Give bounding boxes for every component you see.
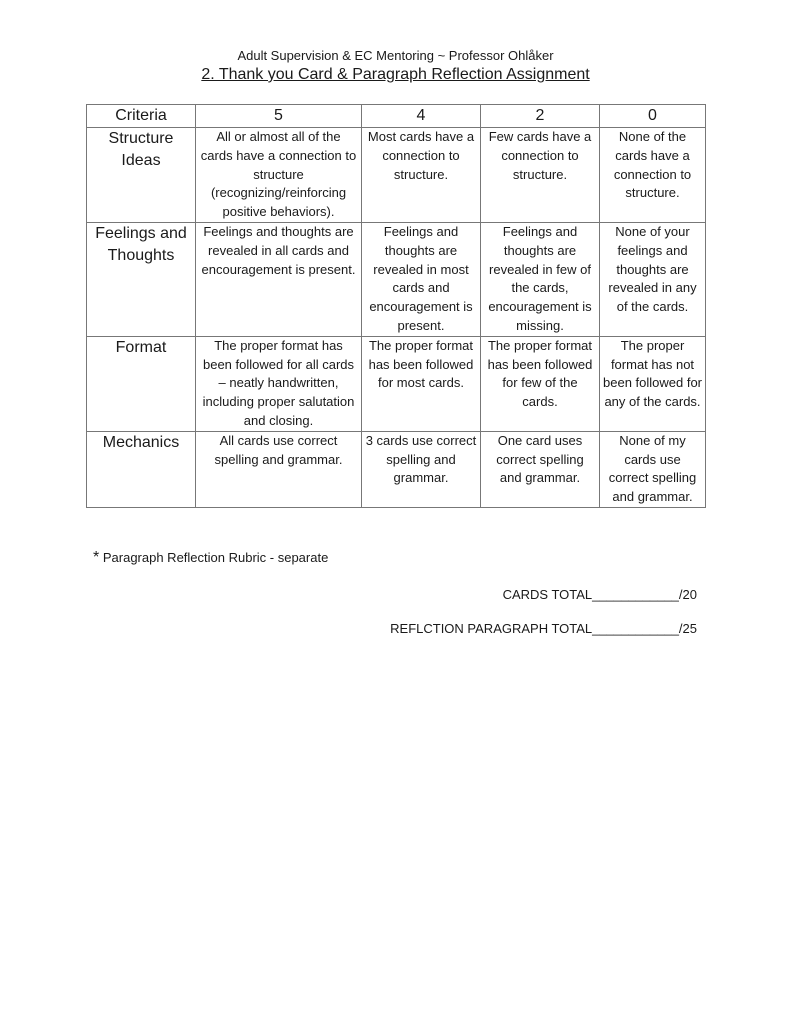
cards-total-line: CARDS TOTAL____________/20 <box>502 587 697 602</box>
rubric-cell: Feelings and thoughts are revealed in all cards and encouragement is present. <box>196 222 362 336</box>
header-score-5: 5 <box>196 105 362 128</box>
assignment-title-text: 2. Thank you Card & Paragraph Reflection Assignment <box>201 66 590 83</box>
rubric-cell: None of my cards use correct spelling and grammar. <box>600 431 706 507</box>
table-row <box>87 336 706 431</box>
rubric-cell: The proper format has been followed for all cards – neatly handwritten, including proper salutation and closing. <box>196 336 362 431</box>
header-score-2: 2 <box>481 105 600 128</box>
rubric-cell: None of your feelings and thoughts are revealed in any of the cards. <box>600 222 706 336</box>
rubric-cell: All or almost all of the cards have a connection to structure (recognizing/reinforcing positive behaviors). <box>196 128 362 223</box>
rubric-cell: None of the cards have a connection to structure. <box>600 128 706 223</box>
criteria-cell: Mechanics <box>87 431 196 507</box>
table-header-row <box>87 105 706 128</box>
header-criteria: Criteria <box>87 105 196 128</box>
rubric-cell: The proper format has been followed for few of the cards. <box>481 336 600 431</box>
rubric-cell: Few cards have a connection to structure. <box>481 128 600 223</box>
table-row <box>87 222 706 336</box>
assignment-title <box>0 66 791 84</box>
rubric-cell: The proper format has not been followed for any of the cards. <box>600 336 706 431</box>
criteria-cell: Feelings and Thoughts <box>87 222 196 336</box>
note-text: Paragraph Reflection Rubric - separate <box>102 550 329 565</box>
rubric-cell: Feelings and thoughts are revealed in most cards and encouragement is present. <box>362 222 481 336</box>
header-score-0: 0 <box>600 105 706 128</box>
rubric-cell: Feelings and thoughts are revealed in few of the cards, encouragement is missing. <box>481 222 600 336</box>
rubric-cell: All cards use correct spelling and grammar. <box>196 431 362 507</box>
rubric-cell: One card uses correct spelling and grammar. <box>481 431 600 507</box>
reflection-total-line: REFLCTION PARAGRAPH TOTAL____________/25 <box>390 621 697 636</box>
rubric-note <box>93 549 328 567</box>
table-row <box>87 128 706 223</box>
note-asterisk: * <box>93 549 100 566</box>
rubric-cell: 3 cards use correct spelling and grammar. <box>362 431 481 507</box>
course-subtitle: Adult Supervision & EC Mentoring ~ Professor Ohlåker <box>237 48 554 63</box>
rubric-cell: The proper format has been followed for most cards. <box>362 336 481 431</box>
rubric-cell: Most cards have a connection to structure. <box>362 128 481 223</box>
rubric-table <box>86 104 706 508</box>
criteria-cell: Format <box>87 336 196 431</box>
header-score-4: 4 <box>362 105 481 128</box>
criteria-cell: Structure Ideas <box>87 128 196 223</box>
table-row <box>87 431 706 507</box>
